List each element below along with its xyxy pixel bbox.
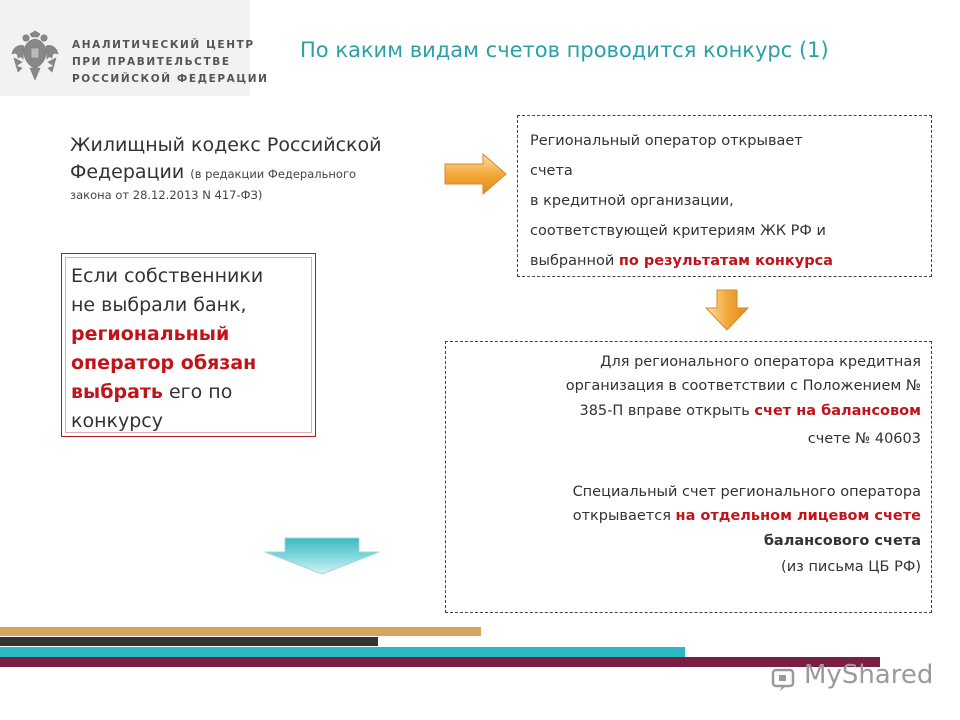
- teal-down-arrow-icon: [263, 536, 381, 576]
- operator-text-line: счета: [530, 163, 573, 179]
- double-headed-eagle-emblem-icon: [10, 30, 60, 82]
- housing-code-heading: [70, 132, 430, 204]
- owners-highlight: оператор обязан: [71, 352, 257, 374]
- bank-text-line: Для регионального оператора кредитная: [600, 354, 921, 370]
- footer-stripe-gold: [0, 627, 481, 636]
- owners-choice-box: [61, 253, 316, 437]
- operator-text-line: выбранной: [530, 253, 619, 269]
- bank-highlight: счет на балансовом: [754, 403, 921, 419]
- owners-text-line: не выбрали банк,: [71, 294, 247, 316]
- credit-organization-box: [445, 341, 932, 613]
- housing-code-line: Жилищный кодекс Российской: [70, 134, 382, 156]
- owners-text-line: его по: [162, 381, 233, 403]
- watermark-text: MyShared: [804, 660, 934, 690]
- org-name-line: РОССИЙСКОЙ ФЕДЕРАЦИИ: [72, 73, 269, 85]
- owners-highlight: региональный: [71, 323, 230, 345]
- footer-stripe-maroon: [0, 657, 880, 667]
- bank-text-line: (из письма ЦБ РФ): [781, 559, 921, 575]
- right-arrow-icon: [443, 152, 509, 196]
- footer-stripe-teal: [0, 647, 685, 657]
- housing-code-note: закона от 28.12.2013 N 417-ФЗ): [70, 188, 263, 202]
- bank-highlight: на отдельном лицевом счете: [675, 508, 921, 524]
- operator-text-line: соответствующей критериям ЖК РФ и: [530, 223, 826, 239]
- org-name-line: АНАЛИТИЧЕСКИЙ ЦЕНТР: [72, 39, 255, 51]
- bank-text-line: Специальный счет регионального оператора: [572, 484, 921, 500]
- operator-text-line: Региональный оператор открывает: [530, 133, 803, 149]
- org-name: [72, 37, 269, 88]
- slide-title: По каким видам счетов проводится конкурс (1): [300, 38, 829, 62]
- down-arrow-icon: [704, 288, 750, 332]
- bank-text-line: открывается: [572, 508, 676, 524]
- bank-text-line: счете № 40603: [807, 431, 921, 447]
- housing-code-note: (в редакции Федерального: [190, 167, 357, 181]
- logo-area: [0, 0, 269, 96]
- bank-text-line: организация в соответствии с Положением №: [565, 378, 921, 394]
- myshared-logo-icon: [770, 664, 800, 694]
- regional-operator-box: [517, 115, 932, 277]
- housing-code-line: Федерации: [70, 161, 185, 183]
- bank-text-line: 385-П вправе открыть: [579, 403, 755, 419]
- footer-stripe-dark: [0, 637, 378, 646]
- owners-text-line: Если собственники: [71, 265, 264, 287]
- org-name-line: ПРИ ПРАВИТЕЛЬСТВЕ: [72, 56, 231, 68]
- operator-text-line: в кредитной организации,: [530, 193, 734, 209]
- owners-highlight: выбрать: [71, 381, 163, 403]
- operator-highlight: по результатам конкурса: [618, 253, 833, 269]
- bank-highlight: балансового счета: [763, 533, 921, 549]
- owners-text-line: конкурсу: [71, 410, 163, 432]
